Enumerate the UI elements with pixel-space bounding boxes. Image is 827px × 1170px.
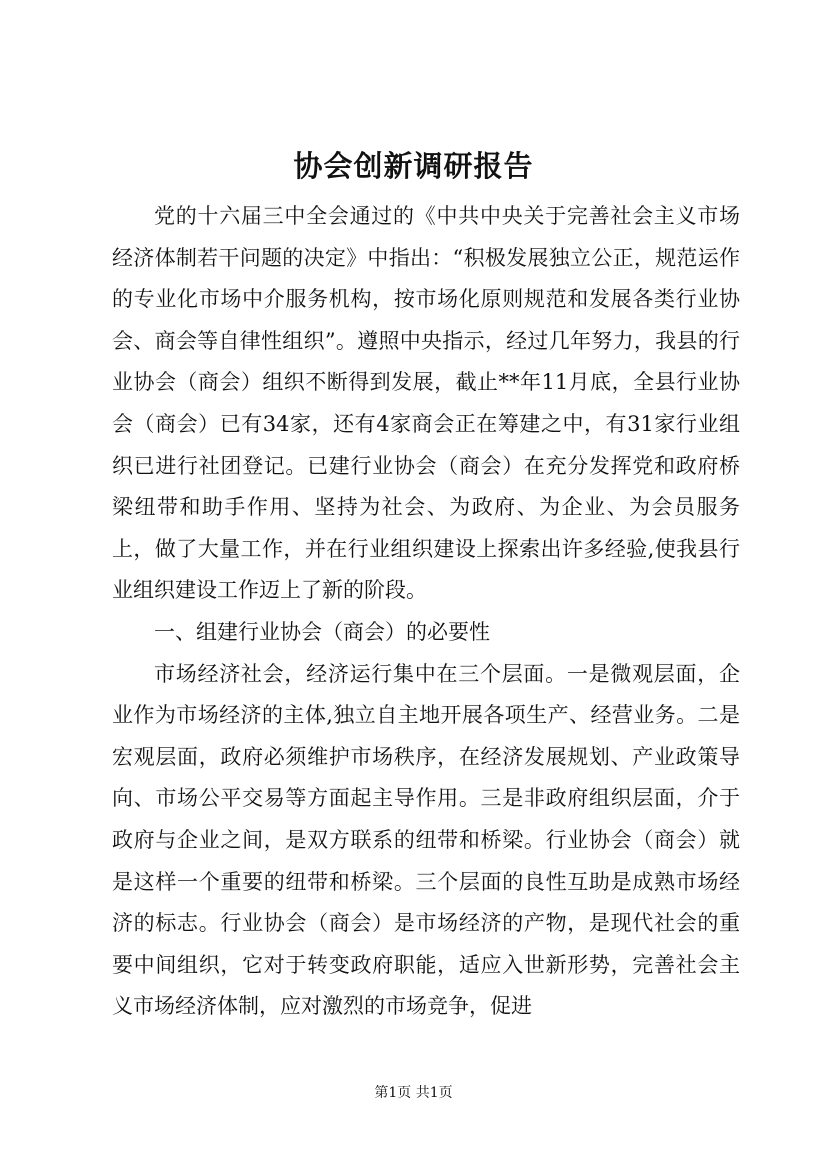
page-footer: 第1页 共1页 bbox=[374, 1085, 453, 1101]
section-heading: 一、组建行业协会（商会）的必要性 bbox=[154, 619, 490, 644]
document-title: 协会创新调研报告 bbox=[293, 149, 534, 183]
document-body bbox=[112, 196, 740, 1028]
intro-paragraph: 党的十六届三中全会通过的《中共中央关于完善社会主义市场经济体制若干问题的决定》中指出：“积极发展独立公正，规范运作的专业化市场中介服务机构，按市场化原则规范和发展各类行业协会、商会等自律性组织”。遵照中央指示，经过几年努力，我县的行业协会（商会）组织不断得到发展，截止**年11月底，全县行业协会（商会）已有34家，还有4家商会正在筹建之中，有31家行业组织已进行社团登记。已建行业协会（商会）在充分发挥党和政府桥梁纽带和助手作用、坚持为社会、为政府、为企业、为会员服务上，做了大量工作，并在行业组织建设上探索出许多经验,使我县行业组织建设工作迈上了新的阶段。 bbox=[112, 204, 740, 603]
section-paragraph: 市场经济社会，经济运行集中在三个层面。一是微观层面，企业作为市场经济的主体,独立自主地开展各项生产、经营业务。二是宏观层面，政府必须维护市场秩序，在经济发展规划、产业政策导向、市场公平交易等方面起主导作用。三是非政府组织层面，介于政府与企业之间，是双方联系的纽带和桥梁。行业协会（商会）就是这样一个重要的纽带和桥梁。三个层面的良性互助是成熟市场经济的标志。行业协会（商会）是市场经济的产物，是现代社会的重要中间组织，它对于转变政府职能，适应入世新形势，完善社会主义市场经济体制，应对激烈的市场竞争，促进 bbox=[112, 661, 740, 1019]
